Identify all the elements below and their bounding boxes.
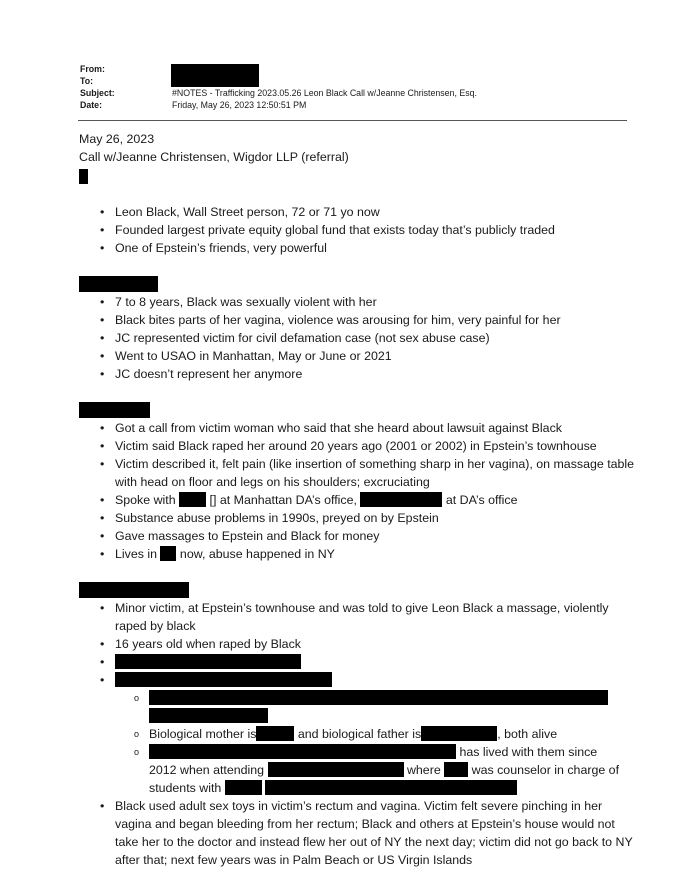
sub-list-item	[79, 689, 639, 725]
date-label: Date:	[80, 100, 102, 110]
list-item: • Substance abuse problems in 1990s, preyed on by Epstein	[79, 509, 639, 527]
list-item: • JC doesn’t represent her anymore	[79, 365, 639, 383]
list-item: • Black bites parts of her vagina, violence was arousing for him, very painful for her	[79, 311, 639, 329]
list-item: • 7 to 8 years, Black was sexually violent with her	[79, 293, 639, 311]
subject-value: #NOTES - Trafficking 2023.05.26 Leon Black Call w/Jeanne Christensen, Esq.	[172, 88, 477, 98]
list-item: • One of Epstein’s friends, very powerful	[79, 239, 639, 257]
redaction-heading-4	[79, 582, 189, 598]
redaction	[225, 780, 262, 795]
text: [] at Manhattan DA’s office,	[209, 493, 357, 507]
date-line: May 26, 2023	[79, 132, 155, 146]
date-value: Friday, May 26, 2023 12:50:51 PM	[172, 100, 307, 110]
text: where	[406, 763, 441, 777]
redaction	[421, 726, 497, 741]
list-item	[79, 491, 639, 509]
redaction	[256, 726, 294, 741]
text: Spoke with	[115, 493, 176, 507]
section-3	[79, 419, 639, 563]
redaction-heading-2	[79, 276, 158, 292]
section-1	[79, 203, 639, 257]
from-label: From:	[80, 64, 105, 74]
list-item: • Victim said Black raped her around 20 years ago (2001 or 2002) in Epstein’s townhouse	[79, 437, 639, 455]
redaction	[265, 780, 517, 795]
header-divider	[78, 120, 627, 121]
list-item: • Founded largest private equity global fund that exists today that’s publicly traded	[79, 221, 639, 239]
to-label: To:	[80, 76, 94, 86]
list-item: • Victim described it, felt pain (like insertion of something sharp in her vagina), on massage table with head on floor and legs on his shoulders; excruciating	[79, 455, 639, 491]
redaction	[179, 492, 206, 507]
redaction	[149, 690, 608, 705]
redaction	[160, 546, 176, 561]
text: Biological mother is	[149, 727, 257, 741]
text: has lived with them since	[459, 745, 598, 759]
text: students with	[149, 781, 222, 795]
redaction-from-to	[171, 64, 259, 87]
call-line: Call w/Jeanne Christensen, Wigdor LLP (referral)	[79, 150, 349, 164]
redaction	[115, 672, 332, 687]
text: , both alive	[497, 727, 558, 741]
text: and biological father is	[297, 727, 422, 741]
text: was counselor in charge of	[471, 763, 620, 777]
email-body	[79, 130, 639, 166]
redaction-name-1	[79, 169, 88, 184]
list-item: • Got a call from victim woman who said that she heard about lawsuit against Black	[79, 419, 639, 437]
section-4	[79, 599, 639, 869]
redaction-heading-3	[79, 402, 150, 418]
text: now, abuse happened in NY	[179, 547, 335, 561]
text: at DA’s office	[445, 493, 518, 507]
list-item: • Went to USAO in Manhattan, May or June or 2021	[79, 347, 639, 365]
redaction	[149, 744, 456, 759]
redaction	[268, 762, 404, 777]
redaction	[149, 708, 268, 723]
sub-list-item	[79, 725, 639, 743]
list-item	[79, 653, 639, 671]
list-item: • JC represented victim for civil defamation case (not sex abuse case)	[79, 329, 639, 347]
list-item: • Gave massages to Epstein and Black for money	[79, 527, 639, 545]
list-item	[79, 671, 639, 797]
list-item: • Minor victim, at Epstein’s townhouse and was told to give Leon Black a massage, violently raped by black	[79, 599, 639, 635]
list-item	[79, 545, 639, 563]
text: 2012 when attending	[149, 763, 265, 777]
list-item: • Black used adult sex toys in victim’s rectum and vagina. Victim felt severe pinching in her vagina and began bleeding from her rectum; Black and others at Epstein’s house would not take her to the doctor and instead flew her out of NY the next day; victim did not go back to NY after that; next few years was in Palm Beach or US Virgin Islands	[79, 797, 639, 869]
sub-list-item	[79, 743, 639, 797]
section-2	[79, 293, 639, 383]
text: Lives in	[115, 547, 158, 561]
redaction	[360, 492, 442, 507]
list-item: • 16 years old when raped by Black	[79, 635, 639, 653]
redaction	[444, 762, 468, 777]
redaction	[115, 654, 301, 669]
subject-label: Subject:	[80, 88, 115, 98]
list-item: • Leon Black, Wall Street person, 72 or 71 yo now	[79, 203, 639, 221]
